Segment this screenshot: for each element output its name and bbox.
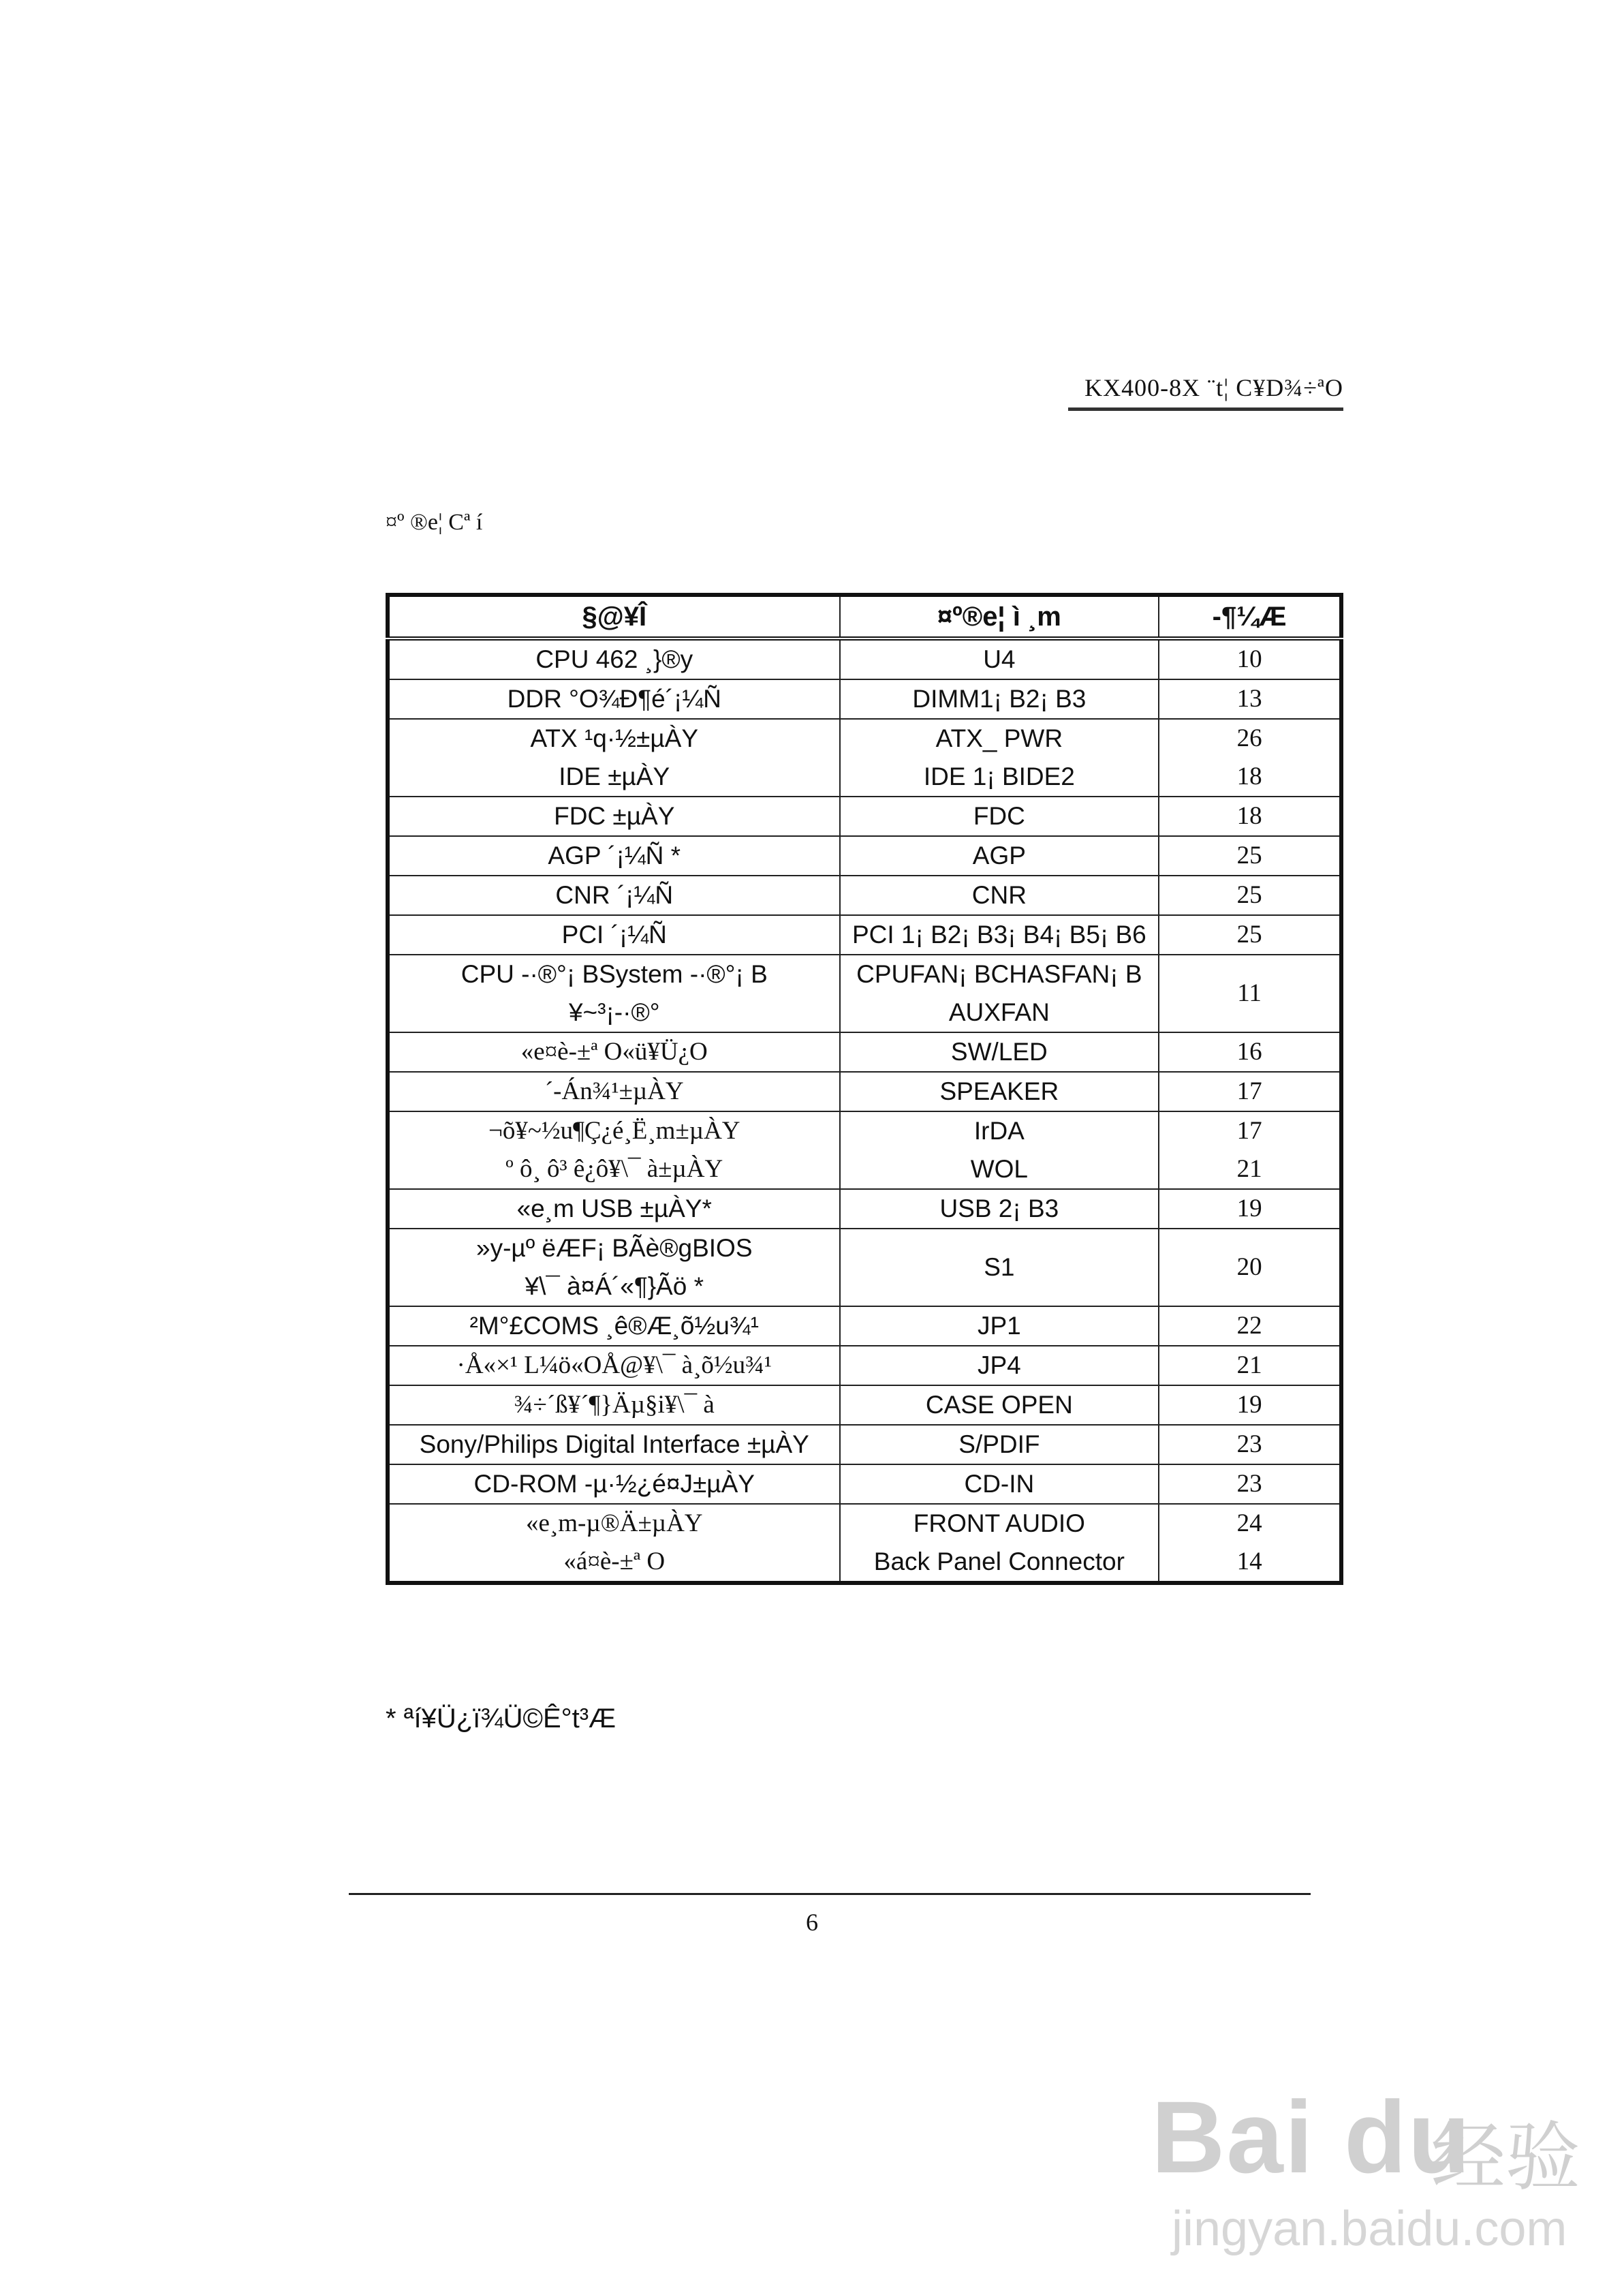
cell-position-line: Back Panel Connector bbox=[873, 1547, 1125, 1575]
cell-page-line: 25 bbox=[1236, 921, 1262, 949]
cell-function bbox=[388, 955, 840, 1032]
cell-function bbox=[388, 1306, 840, 1346]
cell-function-line: PCI ´¡¼Ñ bbox=[561, 921, 667, 949]
table-row bbox=[388, 1189, 1341, 1229]
cell-function bbox=[388, 1464, 840, 1504]
table-row bbox=[388, 1032, 1341, 1072]
cell-function bbox=[388, 1425, 840, 1464]
cell-function bbox=[388, 1504, 840, 1583]
cell-page-line: 16 bbox=[1236, 1038, 1262, 1066]
cell-position bbox=[840, 797, 1159, 836]
cell-page bbox=[1159, 915, 1341, 955]
cell-page bbox=[1159, 876, 1341, 915]
cell-page bbox=[1159, 836, 1341, 876]
table-row bbox=[388, 1072, 1341, 1111]
cell-function bbox=[388, 679, 840, 719]
cell-function bbox=[388, 1346, 840, 1385]
cell-function-line: «e¸m-µ®Ä±µÀY bbox=[525, 1509, 703, 1537]
cell-function-line: CPU 462 ¸}®y bbox=[535, 645, 693, 673]
cell-page bbox=[1159, 1306, 1341, 1346]
cell-page-line: 21 bbox=[1236, 1155, 1262, 1183]
cell-page bbox=[1159, 679, 1341, 719]
cell-page bbox=[1159, 1032, 1341, 1072]
table-row bbox=[388, 1425, 1341, 1464]
cell-position bbox=[840, 1111, 1159, 1189]
cell-function bbox=[388, 1229, 840, 1306]
cell-position bbox=[840, 1032, 1159, 1072]
cell-position bbox=[840, 1189, 1159, 1229]
cell-function-line: «e¤è-±ª O«ü¥Ü¿O bbox=[520, 1038, 708, 1066]
cell-page bbox=[1159, 1111, 1341, 1189]
table-row bbox=[388, 797, 1341, 836]
cell-position-line: S1 bbox=[984, 1253, 1015, 1281]
watermark-logo: Bai du bbox=[1151, 2080, 1472, 2194]
cell-position bbox=[840, 1346, 1159, 1385]
cell-position bbox=[840, 1306, 1159, 1346]
table-row bbox=[388, 679, 1341, 719]
cell-position bbox=[840, 638, 1159, 679]
cell-position-line: CASE OPEN bbox=[925, 1391, 1073, 1419]
cell-page bbox=[1159, 1464, 1341, 1504]
table-row bbox=[388, 719, 1341, 797]
cell-position-line: ATX_ PWR bbox=[935, 724, 1063, 752]
cell-function-line: ¥~³¡-·®° bbox=[568, 998, 660, 1026]
cell-position-line: WOL bbox=[970, 1155, 1028, 1183]
cell-position-line: CNR bbox=[971, 881, 1027, 909]
cell-position bbox=[840, 1072, 1159, 1111]
footnote: * ªí¥Ü¿ï¾Ü©Ê°t³Æ bbox=[386, 1704, 616, 1734]
cell-position-line: FDC bbox=[973, 802, 1025, 830]
cell-position-line: DIMM1¡ B2¡ B3 bbox=[912, 685, 1087, 713]
cell-page bbox=[1159, 955, 1341, 1032]
cell-function-line: CNR ´¡¼Ñ bbox=[555, 881, 674, 909]
cell-function bbox=[388, 797, 840, 836]
cell-page bbox=[1159, 1072, 1341, 1111]
watermark-url: jingyan.baidu.com bbox=[1172, 2202, 1567, 2256]
cell-position bbox=[840, 955, 1159, 1032]
cell-page-line: 14 bbox=[1236, 1547, 1262, 1575]
cell-position-line: USB 2¡ B3 bbox=[939, 1195, 1059, 1222]
cell-function-line: ¥\¯ à¤Á´«¶}Ãö * bbox=[525, 1272, 704, 1300]
cell-position-line: AUXFAN bbox=[948, 998, 1050, 1026]
cell-page-line: 20 bbox=[1236, 1253, 1262, 1281]
cell-function-line: ¬õ¥~½u¶Ç¿é¸Ë¸m±µÀY bbox=[488, 1117, 740, 1145]
cell-position-line: S/PDIF bbox=[958, 1430, 1040, 1458]
table-row bbox=[388, 1385, 1341, 1425]
cell-position-line: SPEAKER bbox=[939, 1077, 1059, 1105]
cell-page-line: 25 bbox=[1236, 881, 1262, 909]
cell-page-line: 23 bbox=[1236, 1430, 1262, 1458]
cell-position bbox=[840, 915, 1159, 955]
cell-page-line: 24 bbox=[1236, 1509, 1262, 1537]
cell-page bbox=[1159, 1229, 1341, 1306]
cell-page-line: 10 bbox=[1236, 645, 1262, 673]
table-row bbox=[388, 836, 1341, 876]
cell-page-line: 18 bbox=[1236, 802, 1262, 830]
cell-position-line: CPUFAN¡ BCHASFAN¡ B bbox=[856, 960, 1142, 988]
cell-function-line: ´-Án¾¹±µÀY bbox=[544, 1077, 684, 1105]
cell-function-line: ATX ¹q·½±µÀY bbox=[530, 724, 699, 752]
cell-position-line: PCI 1¡ B2¡ B3¡ B4¡ B5¡ B6 bbox=[852, 921, 1146, 949]
column-header-position: ¤º®e¦ ì ¸m bbox=[840, 595, 1159, 638]
connector-table bbox=[386, 593, 1343, 1585]
cell-function bbox=[388, 1189, 840, 1229]
cell-function bbox=[388, 1111, 840, 1189]
cell-function-line: CPU -·®°¡ BSystem -·®°¡ B bbox=[460, 960, 768, 988]
cell-page-line: 11 bbox=[1237, 979, 1262, 1007]
cell-position-line: IDE 1¡ BIDE2 bbox=[923, 763, 1075, 790]
cell-function-line: ¾÷´ß¥´¶}Äµ§i¥\¯ à bbox=[514, 1391, 715, 1419]
cell-position bbox=[840, 1229, 1159, 1306]
cell-function-line: »y-µº ëÆF¡ BÃè®gBIOS bbox=[476, 1234, 753, 1262]
cell-page bbox=[1159, 638, 1341, 679]
cell-function-line: º ô¸ ô³ ê¿ô¥\¯ à±µÀY bbox=[505, 1155, 723, 1183]
table-header-row bbox=[388, 595, 1341, 638]
cell-function bbox=[388, 876, 840, 915]
cell-position bbox=[840, 1464, 1159, 1504]
cell-function-line: CD-ROM -µ·½¿é¤J±µÀY bbox=[473, 1470, 755, 1498]
cell-position bbox=[840, 719, 1159, 797]
table-body bbox=[388, 638, 1341, 1583]
cell-page-line: 13 bbox=[1236, 685, 1262, 713]
cell-position bbox=[840, 876, 1159, 915]
document-header-title: KX400-8X ¨t¦ C¥D¾÷ªO bbox=[1084, 374, 1343, 401]
cell-page bbox=[1159, 719, 1341, 797]
cell-position-line: IrDA bbox=[973, 1117, 1025, 1145]
cell-function-line: IDE ±µÀY bbox=[559, 763, 670, 790]
cell-function-line: ²M°£COMS ¸ê®Æ¸õ½u¾¹ bbox=[469, 1312, 759, 1340]
header-underline bbox=[1068, 407, 1343, 411]
cell-page bbox=[1159, 1346, 1341, 1385]
watermark-cn-text: 经验 bbox=[1431, 2114, 1580, 2201]
cell-page-line: 21 bbox=[1236, 1351, 1262, 1379]
cell-function bbox=[388, 836, 840, 876]
cell-position bbox=[840, 1425, 1159, 1464]
cell-function-line: ·Å«×¹ L¼ö«OÅ@¥\¯ à¸õ½u¾¹ bbox=[456, 1351, 772, 1379]
cell-page-line: 17 bbox=[1236, 1077, 1262, 1105]
cell-page-line: 23 bbox=[1236, 1470, 1262, 1498]
column-header-function: §@¥Î bbox=[388, 595, 840, 638]
watermark bbox=[1144, 2078, 1580, 2262]
cell-position-line: U4 bbox=[983, 645, 1016, 673]
table-row bbox=[388, 1229, 1341, 1306]
cell-position bbox=[840, 679, 1159, 719]
table-row bbox=[388, 955, 1341, 1032]
page-number: 6 bbox=[806, 1909, 818, 1936]
section-label: ¤º ®e¦ Cª í bbox=[386, 510, 483, 535]
table-row bbox=[388, 1464, 1341, 1504]
cell-function bbox=[388, 1072, 840, 1111]
cell-position-line: JP1 bbox=[977, 1312, 1021, 1340]
table-row bbox=[388, 638, 1341, 679]
cell-position bbox=[840, 1504, 1159, 1583]
cell-page-line: 17 bbox=[1236, 1117, 1262, 1145]
cell-position-line: FRONT AUDIO bbox=[913, 1509, 1085, 1537]
cell-page-line: 26 bbox=[1236, 724, 1262, 752]
cell-function bbox=[388, 638, 840, 679]
cell-position-line: CD-IN bbox=[964, 1470, 1035, 1498]
cell-page bbox=[1159, 1504, 1341, 1583]
cell-function-line: «e¸m USB ±µÀY* bbox=[516, 1195, 712, 1222]
cell-position-line: AGP bbox=[972, 842, 1026, 869]
table-row bbox=[388, 1111, 1341, 1189]
cell-function bbox=[388, 1385, 840, 1425]
table-row bbox=[388, 1346, 1341, 1385]
cell-page-line: 18 bbox=[1236, 763, 1262, 790]
cell-page bbox=[1159, 1425, 1341, 1464]
cell-page-line: 19 bbox=[1236, 1195, 1262, 1222]
table-row bbox=[388, 1504, 1341, 1583]
cell-function-line: FDC ±µÀY bbox=[554, 802, 675, 830]
cell-function-line: Sony/Philips Digital Interface ±µÀY bbox=[419, 1430, 809, 1458]
cell-function bbox=[388, 915, 840, 955]
cell-function-line: DDR °O¾Ð¶é´¡¼Ñ bbox=[507, 685, 721, 713]
cell-page-line: 25 bbox=[1236, 842, 1262, 869]
cell-position-line: JP4 bbox=[977, 1351, 1021, 1379]
table-row bbox=[388, 1306, 1341, 1346]
cell-function-line: AGP ´¡¼Ñ * bbox=[548, 842, 681, 869]
cell-position-line: SW/LED bbox=[950, 1038, 1048, 1066]
table-row bbox=[388, 876, 1341, 915]
cell-page-line: 22 bbox=[1236, 1312, 1262, 1340]
cell-function-line: «á¤è-±ª O bbox=[563, 1547, 666, 1575]
cell-position bbox=[840, 836, 1159, 876]
cell-position bbox=[840, 1385, 1159, 1425]
cell-page bbox=[1159, 1189, 1341, 1229]
cell-page-line: 19 bbox=[1236, 1391, 1262, 1419]
table-row bbox=[388, 915, 1341, 955]
cell-page bbox=[1159, 797, 1341, 836]
cell-page bbox=[1159, 1385, 1341, 1425]
column-header-page: -¶¼Æ bbox=[1159, 595, 1341, 638]
cell-function bbox=[388, 1032, 840, 1072]
footer-rule bbox=[349, 1893, 1311, 1895]
cell-function bbox=[388, 719, 840, 797]
